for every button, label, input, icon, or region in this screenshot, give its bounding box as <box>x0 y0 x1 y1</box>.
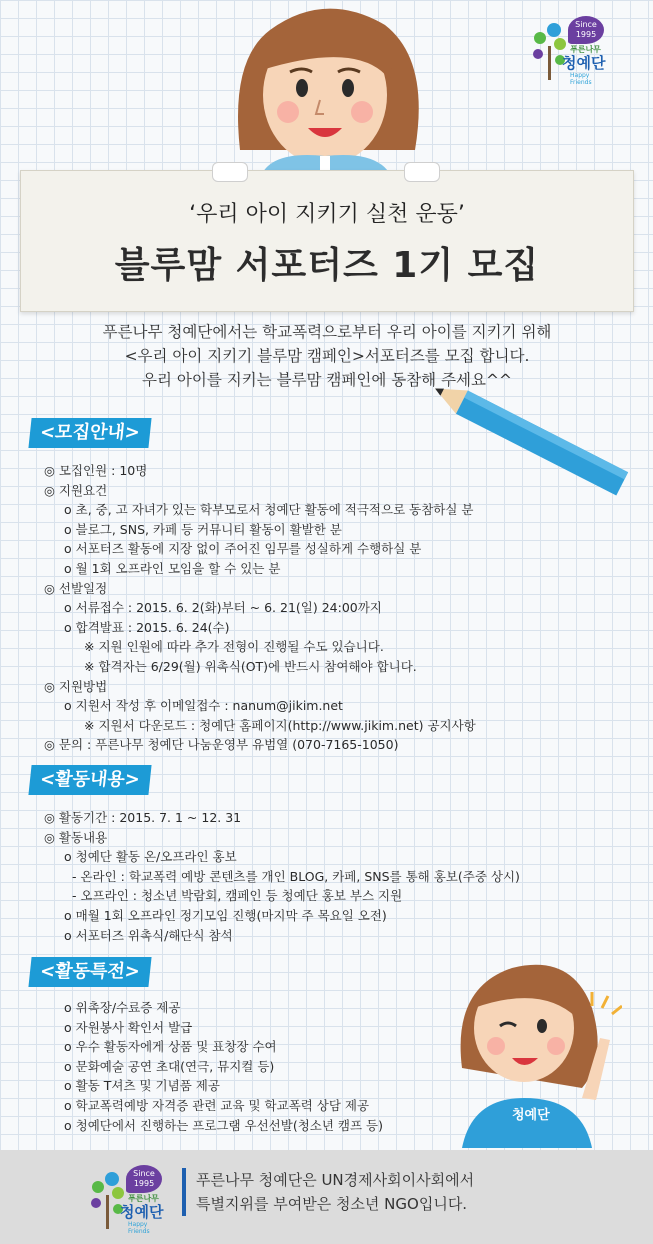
benefits-list <box>44 998 383 1135</box>
footer-brand-logo <box>88 1163 164 1233</box>
brand-tagline: Happy Friends <box>128 1221 150 1235</box>
list-item: o 지원서 작성 후 이메일접수 : nanum@jikim.net <box>64 698 343 714</box>
list-item: o 블로그, SNS, 카페 등 커뮤니티 활동이 활발한 분 <box>64 521 342 537</box>
brand-tagline: Happy Friends <box>570 72 592 86</box>
brand-logo <box>530 14 606 84</box>
list-item: o 서류접수 : 2015. 6. 2(화)부터 ~ 6. 21(일) 24:00까지 <box>64 600 382 616</box>
list-item: ◎ 활동내용 <box>44 829 108 845</box>
recruit-list <box>44 461 476 755</box>
list-item: o 청예단에서 진행하는 프로그램 우선선발(청소년 캠프 등) <box>64 1117 383 1133</box>
list-item: o 문화예술 공연 초대(연극, 뮤지컬 등) <box>64 1058 275 1074</box>
list-item: ◎ 지원방법 <box>44 678 108 694</box>
page-title: 블루맘 서포터즈 1기 모집 <box>114 245 540 286</box>
list-item: - 온라인 : 학교폭력 예방 콘텐츠를 개인 BLOG, 카페, SNS를 통해 홍보(주중 상시) <box>72 868 520 884</box>
since-label: Since <box>575 20 597 29</box>
list-item: o 학교폭력예방 자격증 관련 교육 및 학교폭력 상담 제공 <box>64 1097 370 1113</box>
list-item: o 위촉장/수료증 제공 <box>64 1000 181 1015</box>
intro-text <box>20 320 634 392</box>
brand-name: 청예단 <box>562 54 606 72</box>
since-badge <box>126 1165 162 1193</box>
list-item: o 서포터즈 활동에 지장 없이 주어진 임무를 성실하게 수행하실 분 <box>64 541 422 557</box>
list-item: ※ 지원서 다운로드 : 청예단 홈페이지(http://www.jikim.net) 공지사항 <box>84 717 476 733</box>
since-year: 1995 <box>575 30 597 39</box>
footer-divider <box>182 1168 186 1216</box>
list-item: - 오프라인 : 청소년 박람회, 캠페인 등 청예단 홍보 부스 지원 <box>72 888 403 904</box>
activity-list <box>44 808 520 945</box>
list-item: o 우수 활동자에게 상품 및 표창장 수여 <box>64 1039 277 1055</box>
section-heading-benefits: <활동특전> <box>28 957 151 987</box>
hand-left-icon <box>212 162 248 182</box>
footer-line: 푸른나무 청예단은 UN경제사회이사회에서 <box>196 1171 475 1189</box>
intro-line: 푸른나무 청예단에서는 학교폭력으로부터 우리 아이를 지키기 위해 <box>102 323 552 341</box>
section-heading-activity: <활동내용> <box>28 765 151 795</box>
list-item: o 서포터즈 위촉식/해단식 참석 <box>64 927 233 943</box>
title-board <box>20 170 634 312</box>
brand-small-text: 푸른나무 <box>570 45 601 54</box>
list-item: ※ 합격자는 6/29(월) 위촉식(OT)에 반드시 참여해야 합니다. <box>84 658 417 674</box>
since-year: 1995 <box>133 1179 155 1188</box>
list-item: o 월 1회 오프라인 모임을 할 수 있는 분 <box>64 560 281 576</box>
list-item: ◎ 모집인원 : 10명 <box>44 463 148 478</box>
brand-small-text: 푸른나무 <box>128 1194 159 1203</box>
girl-illustration-icon <box>200 0 450 178</box>
list-item: o 청예단 활동 온/오프라인 홍보 <box>64 849 237 865</box>
section-heading-recruit: <모집안내> <box>28 418 151 448</box>
list-item: ※ 지원 인원에 따라 추가 전형이 진행될 수도 있습니다. <box>84 639 384 655</box>
list-item: o 매월 1회 오프라인 정기모임 진행(마지막 주 목요일 오전) <box>64 907 387 923</box>
hand-right-icon <box>404 162 440 182</box>
since-badge <box>568 16 604 44</box>
list-item: ◎ 활동기간 : 2015. 7. 1 ~ 12. 31 <box>44 810 242 825</box>
list-item: ◎ 지원요건 <box>44 482 108 498</box>
intro-line: <우리 아이 지키기 블루맘 캠페인>서포터즈를 모집 합니다. <box>124 347 530 365</box>
list-item: o 활동 T셔츠 및 기념품 제공 <box>64 1078 220 1094</box>
footer-text <box>196 1168 474 1216</box>
list-item: ◎ 문의 : 푸른나무 청예단 나눔운영부 유범열 (070-7165-1050) <box>44 737 399 753</box>
list-item: ◎ 선발일정 <box>44 580 108 596</box>
list-item: o 초, 중, 고 자녀가 있는 학부모로서 청예단 활동에 적극적으로 동참하실 분 <box>64 502 474 518</box>
since-label: Since <box>133 1169 155 1178</box>
list-item: o 자원봉사 확인서 발급 <box>64 1019 193 1035</box>
shirt-logo-text: 청예단 <box>512 1108 550 1123</box>
campaign-subtitle: ‘우리 아이 지키기 실천 운동’ <box>189 202 465 227</box>
intro-line: 우리 아이를 지키는 블루맘 캠페인에 동참해 주세요^^ <box>142 371 512 389</box>
brand-name: 청예단 <box>120 1203 164 1221</box>
footer-line: 특별지위를 부여받은 청소년 NGO입니다. <box>196 1195 468 1213</box>
list-item: o 합격발표 : 2015. 6. 24(수) <box>64 619 230 635</box>
